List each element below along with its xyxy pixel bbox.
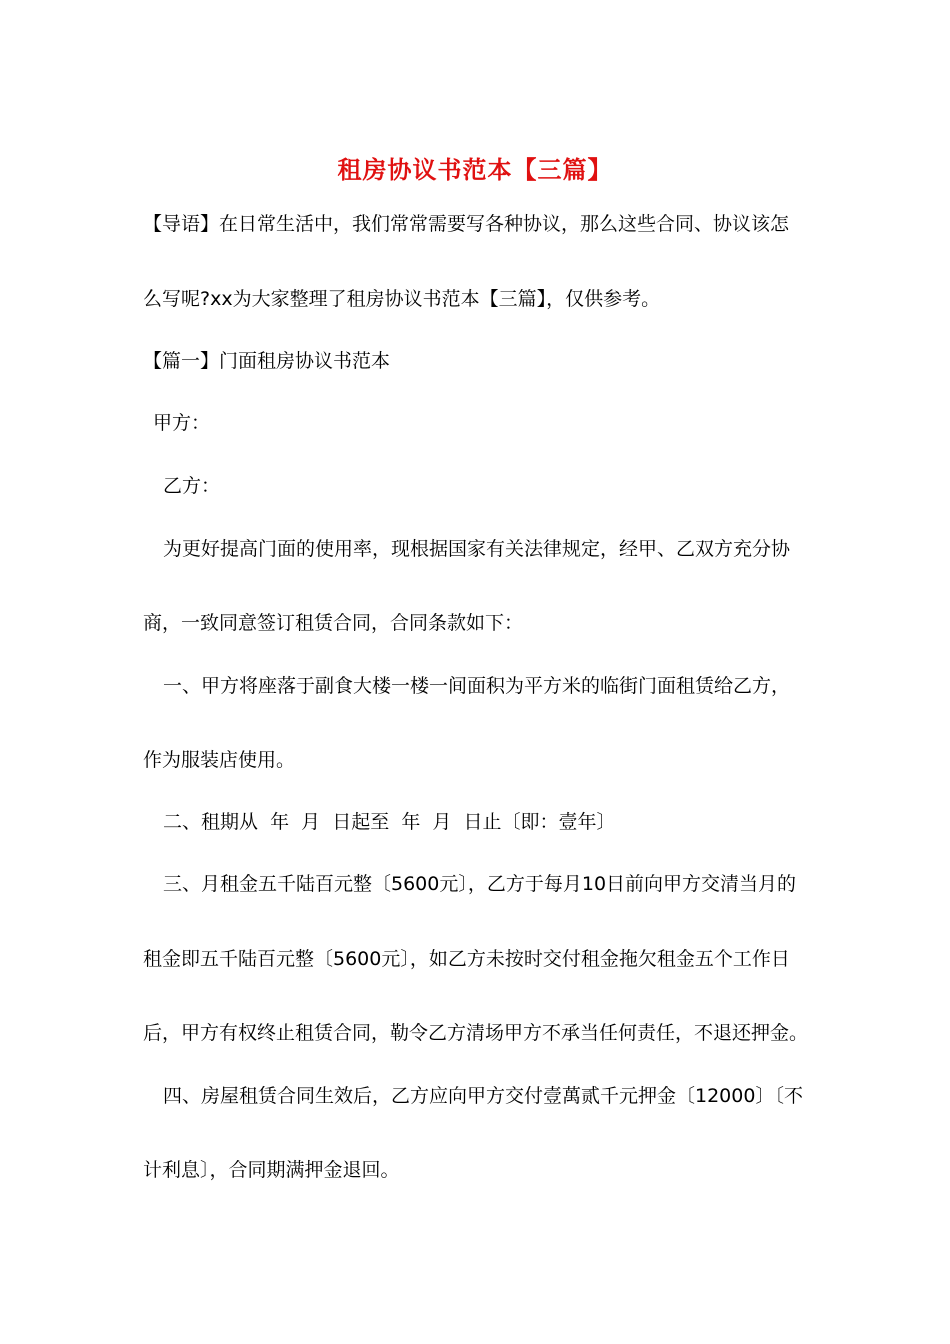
clause-3-line: 三、月租金五千陆百元整〔5600元〕，乙方于每月10日前向甲方交清当月的	[163, 873, 797, 895]
document-title: 租房协议书范本【三篇】	[337, 155, 613, 184]
paragraph-line: 为更好提高门面的使用率，现根据国家有关法律规定，经甲、乙双方充分协	[163, 538, 791, 560]
clause-2-line: 二、租期从 年 月 日起至 年 月 日止〔即：壹年〕	[163, 811, 616, 833]
section-heading: 【篇一】门面租房协议书范本	[143, 350, 391, 372]
party-a-label: 甲方：	[153, 412, 211, 434]
clause-1-line: 作为服装店使用。	[143, 749, 296, 771]
clause-4-line: 计利息〕，合同期满押金退回。	[143, 1159, 400, 1181]
clause-4-line: 四、房屋租赁合同生效后，乙方应向甲方交付壹萬贰千元押金〔12000〕〔不	[163, 1085, 803, 1107]
intro-line-2: 么写呢?xx为大家整理了租房协议书范本【三篇】，仅供参考。	[143, 288, 661, 310]
paragraph-line: 商，一致同意签订租赁合同，合同条款如下：	[143, 612, 524, 634]
clause-1-line: 一、甲方将座落于副食大楼一楼一间面积为平方米的临街门面租赁给乙方，	[163, 675, 791, 697]
intro-line-1: 【导语】在日常生活中，我们常常需要写各种协议，那么这些合同、协议该怎	[143, 213, 790, 235]
party-b-label: 乙方：	[163, 475, 221, 497]
clause-3-line: 后，甲方有权终止租赁合同，勒令乙方清场甲方不承当任何责任，不退还押金。	[143, 1022, 809, 1044]
clause-3-line: 租金即五千陆百元整〔5600元〕，如乙方未按时交付租金拖欠租金五个工作日	[143, 948, 790, 970]
